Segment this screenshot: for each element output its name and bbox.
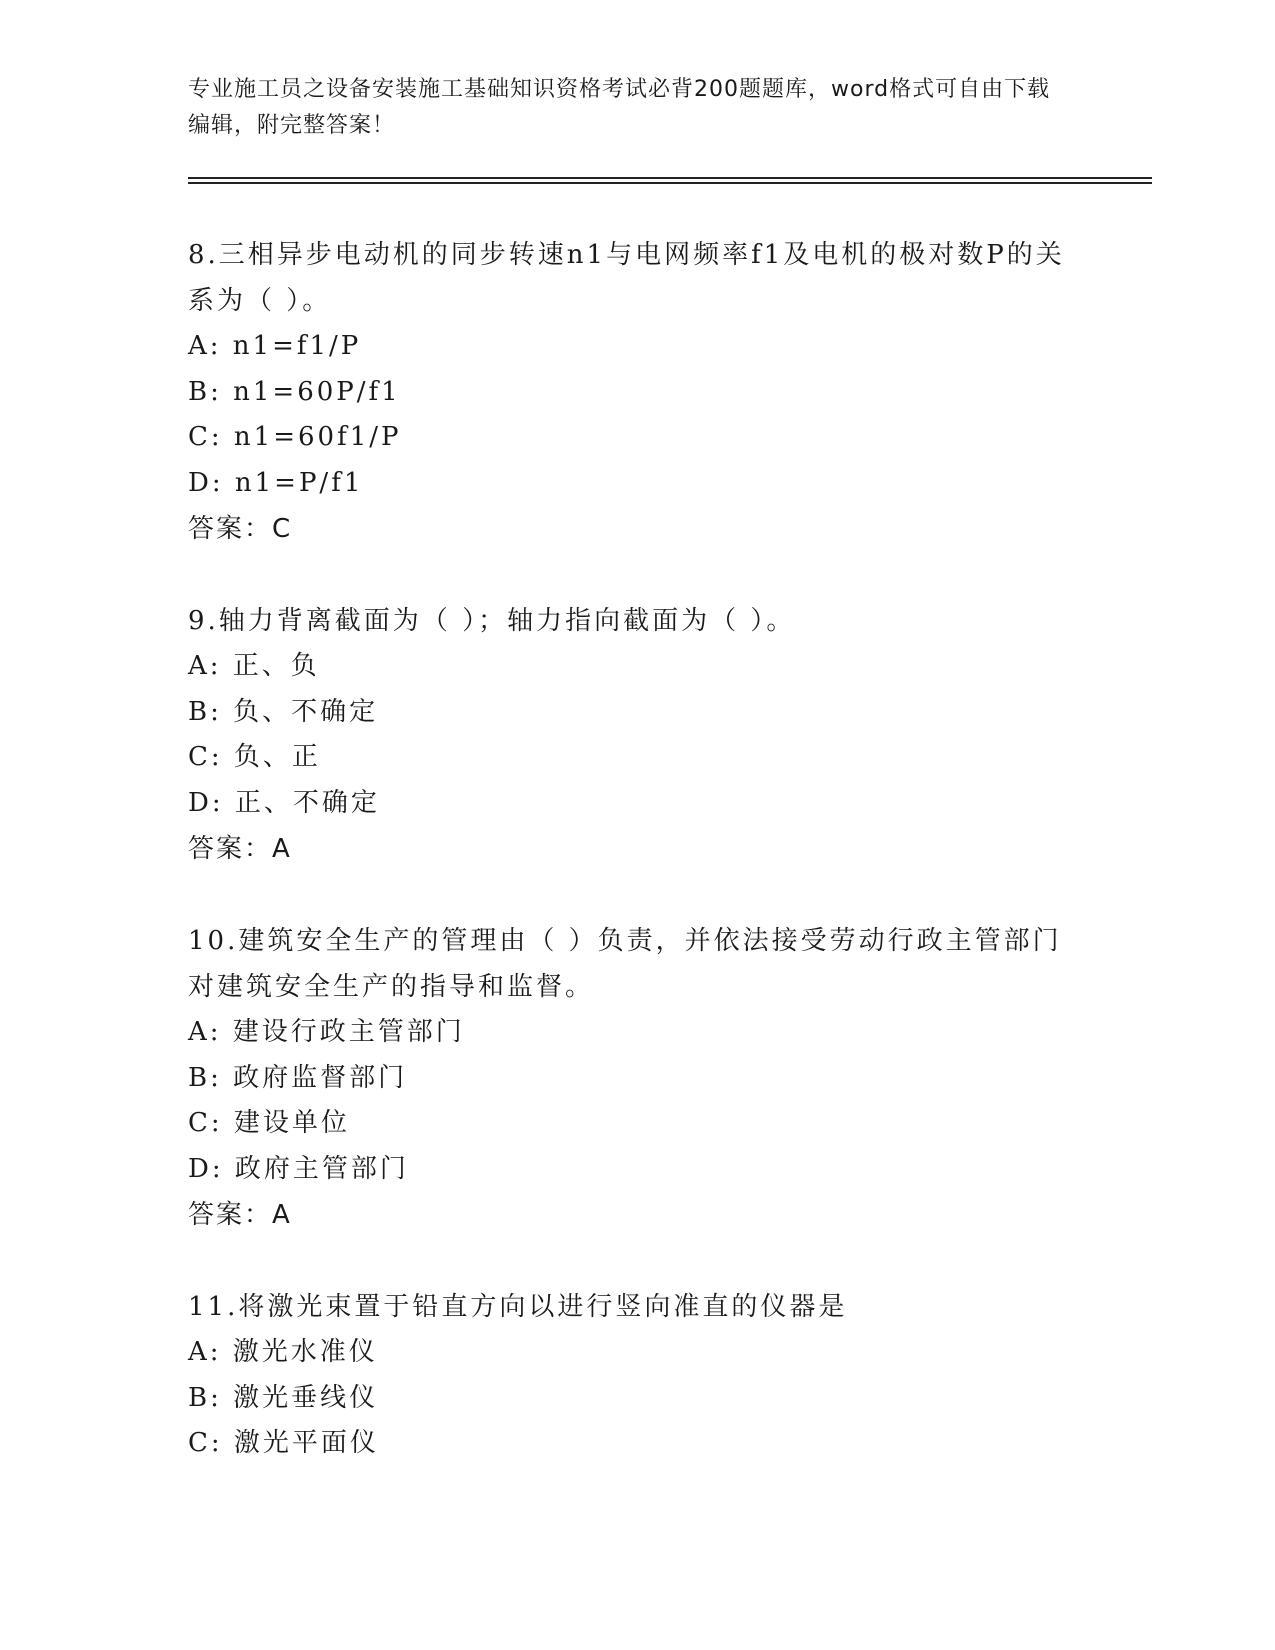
question-10 — [188, 918, 1088, 1238]
header-divider-top — [188, 177, 1152, 179]
question-11 — [188, 1284, 1088, 1467]
question-stem: 10.建筑安全生产的管理由（ ）负责，并依法接受劳动行政主管部门对建筑安全生产的指导和监督。 — [188, 926, 1062, 1002]
question-stem: 8.三相异步电动机的同步转速n1与电网频率f1及电机的极对数P的关系为（ ）。 — [188, 240, 1065, 316]
option-c: C: 负、正 — [188, 742, 321, 772]
option-c: C: 激光平面仪 — [188, 1428, 379, 1458]
question-list — [188, 232, 1088, 1513]
header-divider-bottom — [188, 182, 1152, 184]
question-stem: 9.轴力背离截面为（ ）；轴力指向截面为（ ）。 — [188, 606, 796, 636]
document-header: 专业施工员之设备安装施工基础知识资格考试必背200题题库，word格式可自由下载编辑，附完整答案！ — [188, 77, 1051, 138]
option-d: D: n1=P/f1 — [188, 467, 364, 498]
option-c: C: n1=60f1/P — [188, 422, 402, 452]
option-a: A: 建设行政主管部门 — [188, 1017, 465, 1047]
answer-label: 答案：A — [188, 1200, 292, 1230]
option-a: A: 正、负 — [188, 651, 320, 681]
option-c: C: 建设单位 — [188, 1108, 350, 1138]
option-d: D: 正、不确定 — [188, 787, 380, 818]
option-d: D: 政府主管部门 — [188, 1153, 409, 1184]
option-a: A: 激光水准仪 — [188, 1337, 378, 1367]
option-b: B: 负、不确定 — [188, 696, 379, 727]
question-9 — [188, 598, 1088, 872]
option-b: B: n1=60P/f1 — [188, 376, 401, 407]
question-stem: 11.将激光束置于铅直方向以进行竖向准直的仪器是 — [188, 1292, 848, 1322]
option-a: A: n1=f1/P — [188, 331, 362, 361]
answer-label: 答案：A — [188, 834, 292, 864]
question-8 — [188, 232, 1088, 552]
option-b: B: 激光垂线仪 — [188, 1382, 379, 1413]
option-b: B: 政府监督部门 — [188, 1062, 408, 1093]
answer-label: 答案：C — [188, 514, 293, 544]
